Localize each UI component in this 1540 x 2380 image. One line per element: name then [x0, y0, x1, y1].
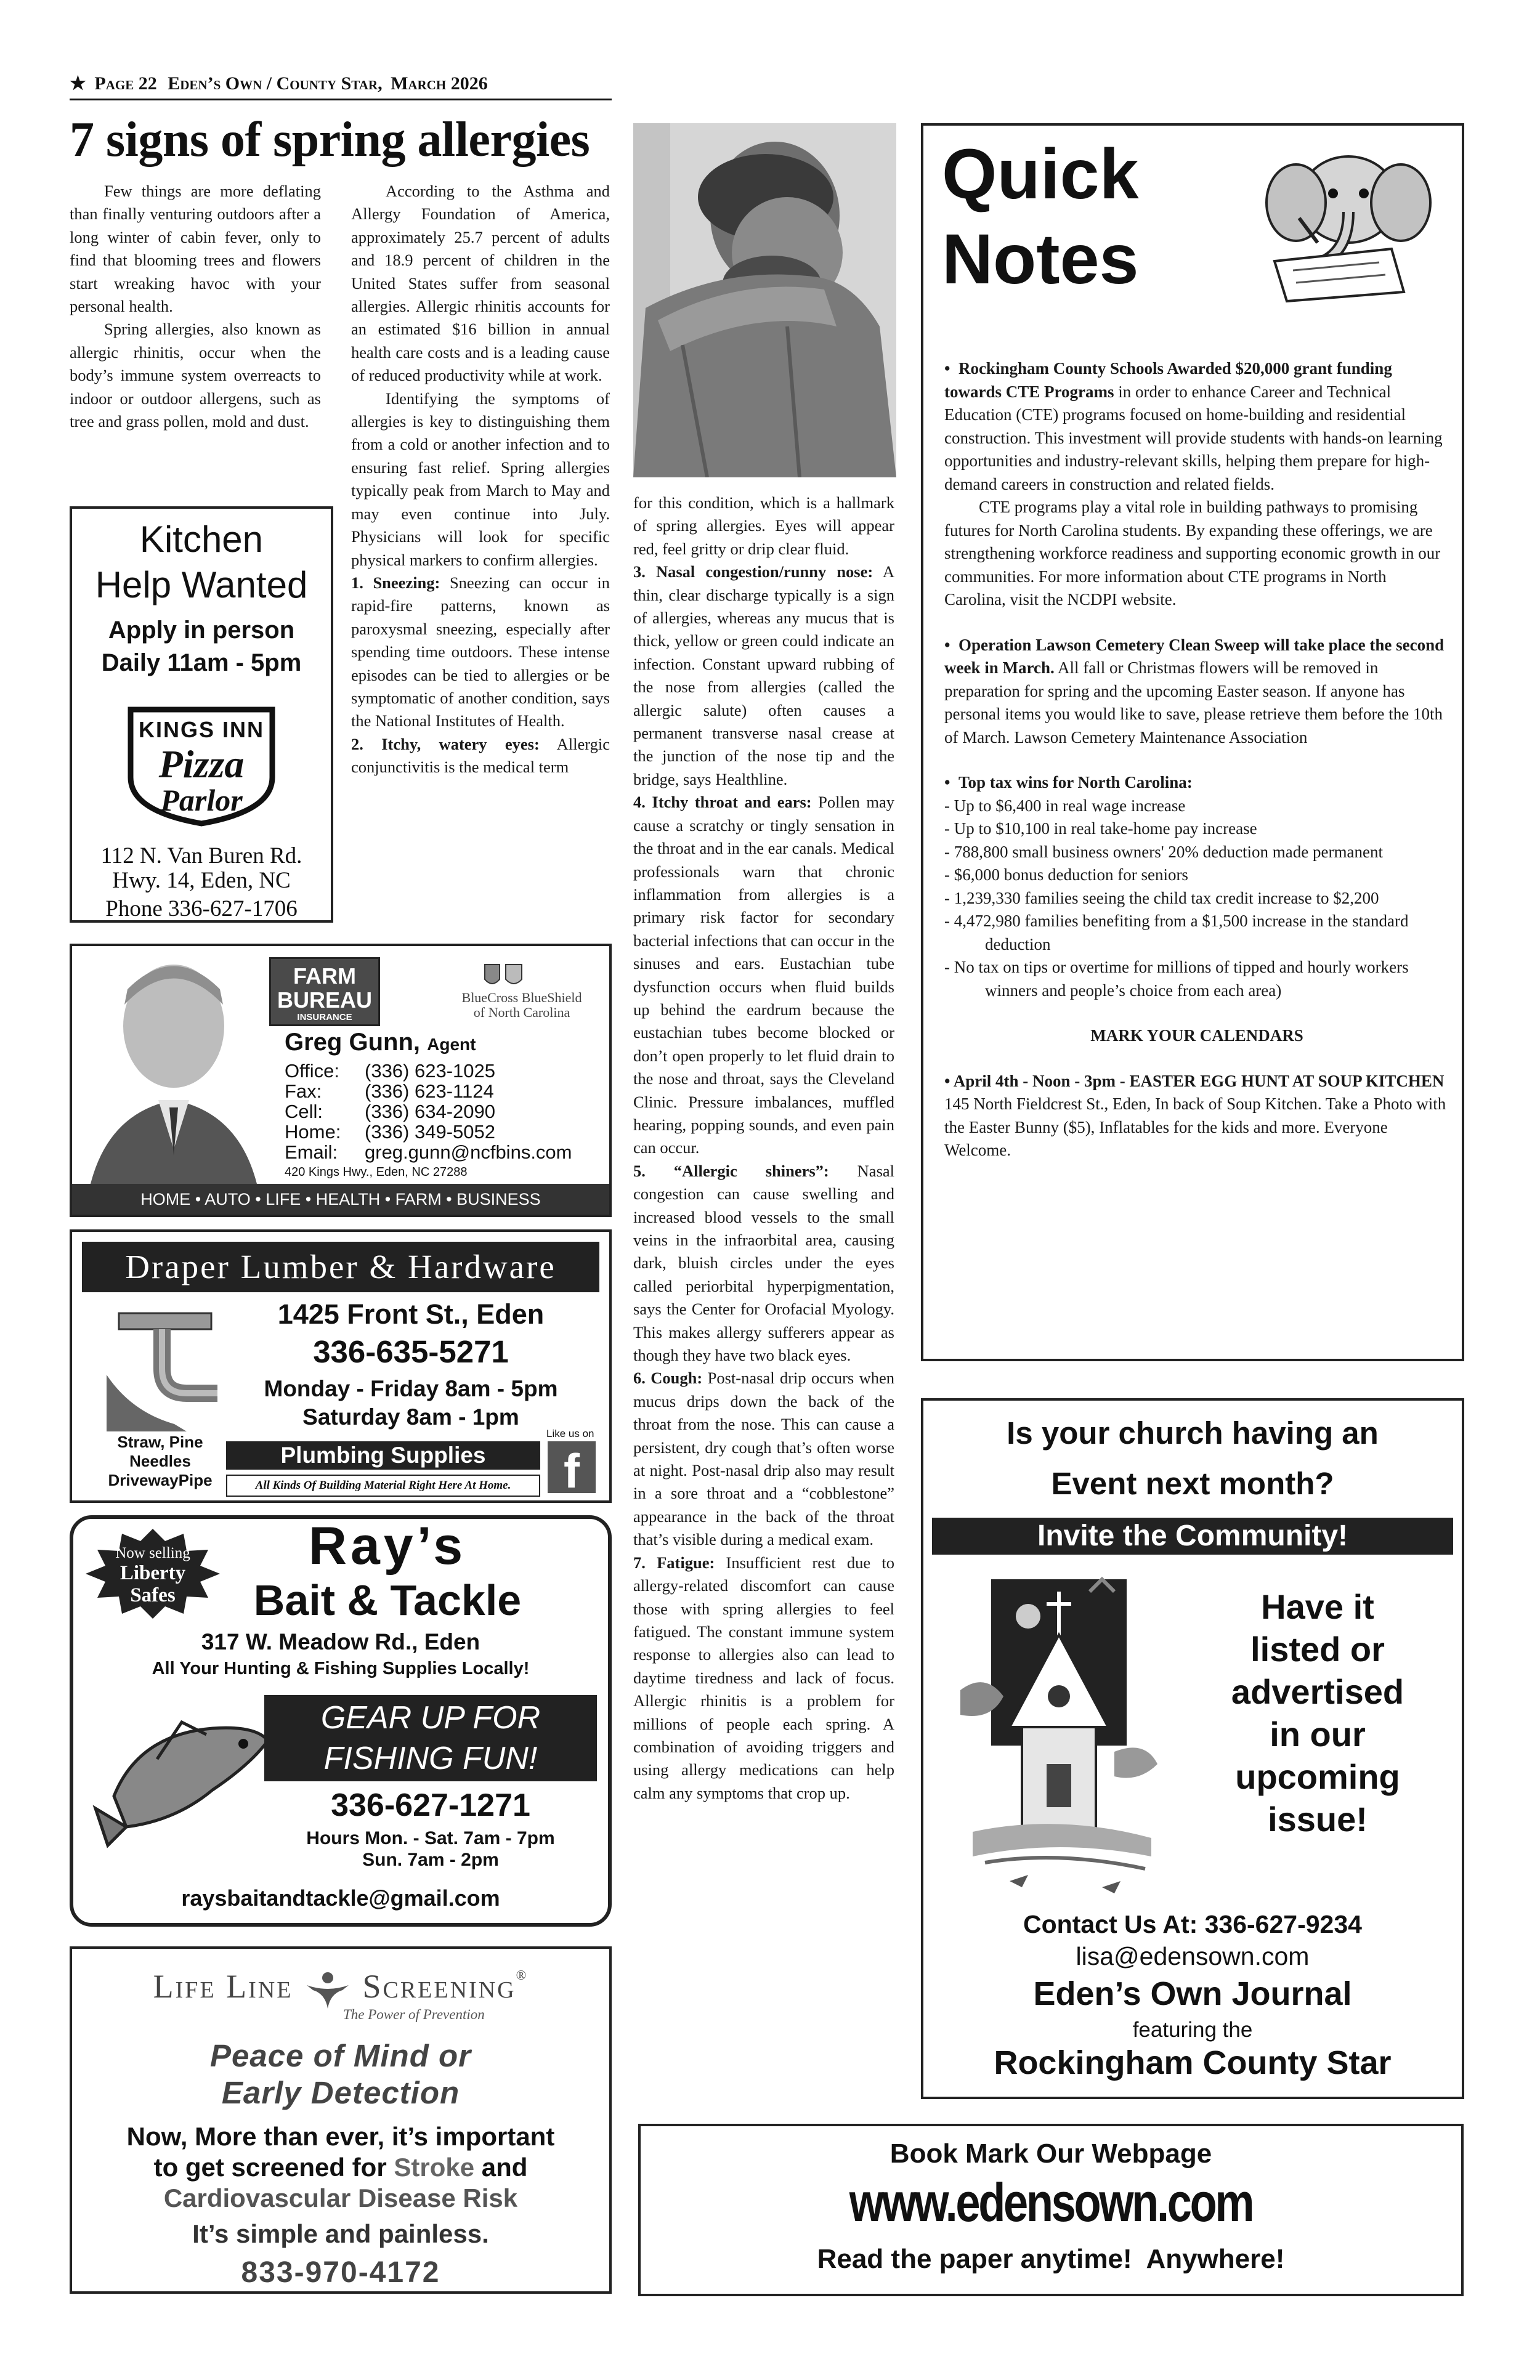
- tax-item: - $6,000 bonus deduction for seniors: [944, 865, 1188, 884]
- contact-row: Email: greg.gunn@ncfbins.com: [285, 1141, 572, 1163]
- bookmark-title: Book Mark Our Webpage: [890, 2139, 1212, 2169]
- rays-address: 317 W. Meadow Rd., Eden: [201, 1629, 480, 1654]
- plumbing-bar: Plumbing Supplies: [226, 1441, 540, 1470]
- contact-row: Home: (336) 349-5052: [285, 1121, 495, 1143]
- bookmark-ad: [638, 2124, 1464, 2296]
- agent-contacts: [285, 1061, 572, 1162]
- article-paragraph: Identifying the symptoms of allergies is key to distinguishing them from a cold or another infection and to ensuring fast relief. Spring allergies typically peak from March to May and may even continue into July. Physicians will look for specific physical markers to confirm allergies.: [351, 389, 610, 569]
- invite-banner: Invite the Community!: [932, 1518, 1453, 1555]
- page-header: [70, 73, 612, 100]
- lifeline-person-icon: [303, 1972, 352, 2009]
- lifeline-tagline: The Power of Prevention: [343, 2007, 485, 2022]
- allergy-sign: 7. Fatigue: Insufficient rest due to allergy-related discomfort can cause those with spring allergies to feel fatigued. The constant immune system response to allergies also can lead to daytime tiredness and lack of focus. Allergic rhinitis is a problem for millions of people each spring. A combination of avoiding triggers and using allergy medications can help calm any symptoms that crop up.: [633, 1553, 895, 1802]
- header-rule: [70, 99, 612, 100]
- contact-row: Office: (336) 623-1025: [285, 1060, 495, 1082]
- contact-email: lisa@edensown.com: [1076, 1942, 1310, 1970]
- agent-name: Greg Gunn, Agent: [285, 1029, 476, 1056]
- draper-hours: Monday - Friday 8am - 5pm: [264, 1376, 558, 1401]
- likeus-label: Like us on: [546, 1428, 594, 1439]
- contact-row: Fax: (336) 623-1124: [285, 1080, 494, 1102]
- rays-email: raysbaitandtackle@gmail.com: [181, 1885, 500, 1911]
- liberty-safes-badge: Now selling Liberty Safes: [82, 1528, 224, 1620]
- draper-title: Draper Lumber & Hardware: [82, 1242, 599, 1292]
- bcbs-name: BlueCross BlueShield of North Carolina: [461, 990, 582, 1020]
- ad-title: Kitchen: [139, 519, 264, 560]
- website-link[interactable]: www.edensown.com: [849, 2172, 1253, 2233]
- insurance-lines-bar: HOME • AUTO • LIFE • HEALTH • FARM • BUSINESS: [72, 1184, 609, 1215]
- rays-phone: 336-627-1271: [331, 1787, 530, 1823]
- rays-hours: Sun. 7am - 2pm: [362, 1850, 499, 1870]
- ad-address: Hwy. 14, Eden, NC: [112, 868, 291, 893]
- rays-bait-ad: [70, 1515, 612, 1927]
- lifeline-headline: Peace of Mind or Early Detection: [209, 2038, 472, 2110]
- draper-lumber-ad: [70, 1229, 612, 1503]
- ad-phone: Phone 336-627-1706: [105, 896, 298, 921]
- agent-photo: [72, 946, 269, 1184]
- bcbs-logo-icon: [479, 962, 528, 989]
- contact-row: Cell: (336) 634-2090: [285, 1101, 495, 1122]
- article-col-2: [351, 180, 610, 779]
- publication-name: Eden’s Own / County Star,: [168, 73, 383, 94]
- draper-address: 1425 Front St., Eden: [277, 1298, 545, 1330]
- draper-tagline: All Kinds Of Building Material Right Here At Home.: [226, 1475, 540, 1497]
- draper-hours: Saturday 8am - 1pm: [302, 1404, 519, 1430]
- issue-date: March 2026: [391, 73, 488, 94]
- farm-bureau-logo: FARM BUREAU INSURANCE: [269, 957, 380, 1026]
- rays-name: Ray’s: [308, 1516, 467, 1576]
- elephant-writing-icon: [1256, 144, 1441, 304]
- tax-item: - 4,472,980 families benefiting from a $1,500 increase in the standard deduction: [944, 912, 1409, 953]
- article-headline: 7 signs of spring allergies: [70, 113, 590, 167]
- tax-item: - Up to $10,100 in real take-home pay increase: [944, 819, 1257, 838]
- allergy-sign: 1. Sneezing: Sneezing can occur in rapid-fire patterns, known as paroxysmal sneezing, especially after spending time outdoors. These intense episodes can be tied to allergies or be symptomatic of another condition, says the National Institutes of Health.: [351, 573, 610, 731]
- tax-item: - 788,800 small business owners' 20% deduction made permanent: [944, 842, 1383, 861]
- draper-phone: 336-635-5271: [313, 1334, 509, 1369]
- article-col-3: [633, 492, 894, 1805]
- county-star-name: Rockingham County Star: [994, 2044, 1392, 2081]
- note-item: • Operation Lawson Cemetery Clean Sweep will take place the second week in March. All fall or Christmas flowers will be removed in preparation for spring and the upcoming Easter season. If anyone has personal items you would like to save, please retrieve them before the 10th of March. Lawson Cemetery Maintenance Association: [944, 635, 1445, 747]
- ad-title: Help Wanted: [95, 564, 308, 605]
- facebook-icon: f: [548, 1441, 596, 1493]
- mark-calendars: MARK YOUR CALENDARS: [1090, 1026, 1303, 1045]
- note-item: CTE programs play a vital role in building pathways to promising futures for North Carolina students. By expanding these offerings, we are strengthening workforce readiness and supporting economic growth in our communities. For more information about CTE programs in North Carolina, visit the NCDPI website.: [944, 498, 1441, 609]
- ad-apply: Apply in person: [108, 617, 295, 644]
- bookmark-tagline: Read the paper anytime! Anywhere!: [817, 2244, 1285, 2274]
- ad-address: 112 N. Van Buren Rd.: [100, 843, 302, 868]
- rays-subtitle: Bait & Tackle: [253, 1576, 522, 1624]
- note-item: • Rockingham County Schools Awarded $20,000 grant funding towards CTE Programs in order to enhance Career and Technical Education (CTE) programs focused on home-building and residential construction. This investment will provide students with hands-on learning opportunities and industry-relevant skills, helping them prepare for high-demand careers in construction and related fields.: [944, 359, 1443, 493]
- kitchen-help-ad: [70, 506, 333, 923]
- lifeline-body: Now, More than ever, it’s important to get screened for Stroke and Cardiovascular Disease Risk It’s simple and painless.: [126, 2122, 555, 2248]
- church-event-ad: [921, 1398, 1464, 2099]
- allergy-sign: 3. Nasal congestion/runny nose: A thin, clear discharge typically is a sign of allergies, whereas any mucus that is thick, yellow or green could indicate an infection. Constant upward rubbing of the nose from allergies (called the allergic salute) often causes a permanent transverse nasal crease at the junction of the nose tip and the bridge, says Healthline.: [633, 562, 894, 788]
- lifeline-brand: Life Line Screening®: [72, 1967, 609, 2004]
- lifeline-screening-ad: [70, 1946, 612, 2294]
- ad-hours: Daily 11am - 5pm: [101, 649, 302, 676]
- article-col-1: [70, 180, 321, 433]
- quick-notes-title: Quick Notes: [942, 135, 1139, 299]
- rays-hours: Hours Mon. - Sat. 7am - 7pm: [306, 1828, 555, 1848]
- quick-notes-box: [921, 123, 1464, 1361]
- have-it-listed: Have it listed or advertised in our upcoming issue!: [1231, 1587, 1404, 1839]
- tax-item: - Up to $6,400 in real wage increase: [944, 796, 1186, 815]
- journal-name: Eden’s Own Journal: [1033, 1975, 1352, 2012]
- article-paragraph: Spring allergies, also known as allergic rhinitis, occur when the body’s immune system overreacts to indoor or outdoor allergens, such as tree and grass pollen, mold and dust.: [70, 320, 321, 431]
- allergy-sign: 6. Cough: Post-nasal drip occurs when mucus drips down the back of the throat from the nose. This can cause a persistent, dry cough that’s often worse at night. Post-nasal drip also may result in a sore throat and a “cobblestone” appearance in the back of the throat that’s visible during a medical exam.: [633, 1369, 895, 1549]
- note-item: • April 4th - Noon - 3pm - EASTER EGG HUNT AT SOUP KITCHEN 145 North Fieldcrest St., Eden, In back of Soup Kitchen. Take a Photo with the Easter Bunny ($5), Inflatables for the kids and more. Everyone Welcome.: [944, 1071, 1446, 1159]
- article-paragraph: Few things are more deflating than finally venturing outdoors after a long winter of cabin fever, only to find that blooming trees and flowers start wreaking havoc with your personal health.: [70, 182, 321, 316]
- allergy-sign: 2. Itchy, watery eyes: Allergic conjunctivitis is the medical term: [351, 734, 610, 777]
- page-number: Page 22: [94, 73, 157, 94]
- article-paragraph: According to the Asthma and Allergy Foundation of America, approximately 25.7 percent of adults and 18.9 percent of children in the United States suffer from seasonal allergies. Allergic rhinitis accounts for an estimated $16 billion in annual health care costs and is a leading cause of reduced productivity while at work.: [351, 182, 610, 385]
- tax-item: - No tax on tips or overtime for millions of tipped and hourly workers winners and people’s choice from each area): [944, 958, 1409, 1000]
- allergy-sign: 4. Itchy throat and ears: Pollen may cause a scratchy or tingly sensation in the throat and in the ear canals. Medical professionals warn that chronic inflammation from allergies is a primary risk factor for secondary bacterial infections that can occur in the sinuses and ears. Eustachian tube dysfunction occurs when fluid builds up behind the eardrum because the eustachian tubes become blocked or don’t open properly to let fluid drain to the nose and throat, says the Cleveland Clinic. Pressure imbalances, muffled hearing, popping sounds, and even pain can occur.: [633, 793, 895, 1157]
- church-question: Is your church having an Event next month?: [1007, 1415, 1379, 1501]
- fish-image: [89, 1698, 274, 1852]
- quick-notes-content: [944, 357, 1449, 1162]
- pipe-image: [94, 1301, 236, 1431]
- farm-bureau-ad: [70, 944, 612, 1217]
- allergy-sign: for this condition, which is a hallmark of spring allergies. Eyes will appear red, feel gritty or drip clear fluid.: [633, 493, 894, 558]
- lifeline-phone: 833-970-4172: [241, 2256, 440, 2289]
- photo-illustration: [633, 123, 896, 477]
- agent-address: 420 Kings Hwy., Eden, NC 27288: [285, 1165, 468, 1179]
- tax-item: - 1,239,330 families seeing the child tax credit increase to $2,200: [944, 888, 1379, 907]
- star-icon: ★: [70, 73, 86, 94]
- note-item: • Top tax wins for North Carolina:: [944, 773, 1193, 791]
- featuring-label: featuring the: [1132, 2018, 1253, 2042]
- contact-phone: Contact Us At: 336-627-9234: [1023, 1910, 1362, 1938]
- sneezing-man-photo: [633, 123, 896, 477]
- allergy-sign: 5. “Allergic shiners”: Nasal congestion can cause swelling and increased blood vessels to the small veins in the infraorbital area, causing dark, bluish circles under the eyes called periorbital hyperpigmentation, says the Center for Orofacial Myology. This makes allergy sufferers appear as though they have two black eyes.: [633, 1161, 895, 1365]
- gear-up-banner: GEAR UP FOR FISHING FUN!: [264, 1695, 597, 1781]
- rays-supplies: All Your Hunting & Fishing Supplies Locally!: [152, 1659, 530, 1678]
- draper-left-text: Straw, Pine Needles DrivewayPipe: [108, 1433, 213, 1489]
- kings-inn-logo: KINGS INN Pizza Parlor: [118, 703, 285, 827]
- church-illustration: [948, 1567, 1170, 1912]
